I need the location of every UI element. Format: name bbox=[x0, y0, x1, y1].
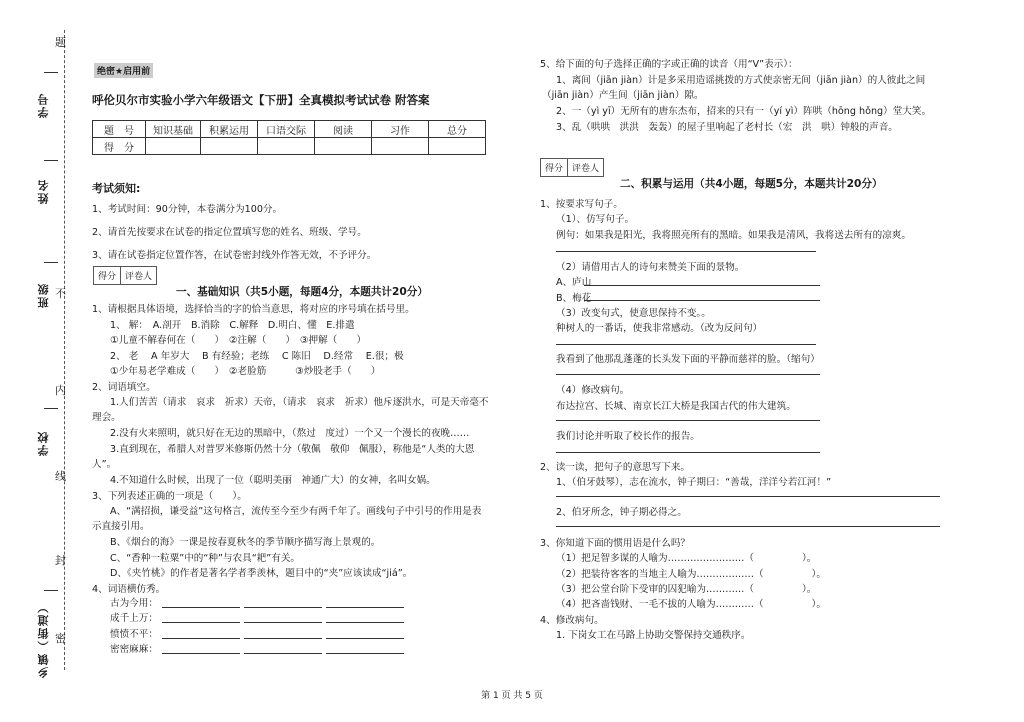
score-table-header: 总分 bbox=[429, 121, 486, 138]
grader-box-grader: 评卷人 bbox=[572, 164, 600, 174]
answer-line[interactable] bbox=[244, 653, 322, 654]
score-table-row-label: 得 分 bbox=[93, 138, 146, 155]
answer-line[interactable] bbox=[584, 300, 820, 301]
question-line: （2）请借用古人的诗句来赞美下面的景物。 bbox=[556, 262, 745, 273]
answer-line[interactable] bbox=[162, 607, 240, 608]
question-line: 4.不知道什么时候，出现了一位（聪明美丽 神通广大）的女神，名叫女娲。 bbox=[110, 475, 436, 486]
question-line: A、庐山 bbox=[556, 277, 592, 288]
instruction-item: 2、请首先按要求在试卷的指定位置填写您的姓名、班级、学号。 bbox=[92, 227, 367, 238]
binding-label: 线 bbox=[55, 470, 66, 483]
question-line: 2、词语填空。 bbox=[92, 382, 156, 393]
answer-line[interactable] bbox=[556, 526, 940, 527]
binding-fill-line bbox=[44, 408, 58, 409]
question-line: D、《夹竹桃》的作者是著名学者季羡林，题目中的“夹”应该读成“jiá”。 bbox=[110, 568, 413, 579]
question-line: B、《烟台的海》一课是按春夏秋冬的季节顺序描写海上景观的。 bbox=[110, 537, 381, 548]
binding-label: 密 bbox=[55, 632, 66, 645]
question-line: （4）把吝啬钱财、一毛不拔的人喻为…………（ ）。 bbox=[556, 599, 826, 610]
answer-line[interactable] bbox=[162, 638, 240, 639]
fill-label: 古为今用： bbox=[110, 598, 158, 609]
question-line: 示直接引用。 bbox=[92, 521, 150, 532]
question-line: 1、（伯牙鼓琴），志在流水，钟子期曰：“善哉，洋洋兮若江河！” bbox=[556, 477, 832, 488]
question-line: （4）修改病句。 bbox=[556, 385, 630, 396]
question-line: （1）把足智多谋的人喻为……………………（ ）。 bbox=[556, 553, 817, 564]
answer-line[interactable] bbox=[556, 251, 816, 252]
binding-label: 题 bbox=[55, 36, 66, 49]
question-line: 布达拉宫、长城、南京长江大桥是我国古代的伟大建筑。 bbox=[556, 401, 796, 412]
question-line: ①儿童不解春何在（ ） ②注解（ ） ③押解（ ） bbox=[110, 335, 367, 346]
page-title: 呼伦贝尔市实验小学六年级语文【下册】全真模拟考试试卷 附答案 bbox=[92, 93, 430, 107]
answer-line[interactable] bbox=[556, 452, 820, 453]
question-line: B、梅花 bbox=[556, 293, 592, 304]
question-line: 1. 下岗女工在马路上协助交警保持交通秩序。 bbox=[556, 630, 751, 641]
answer-line[interactable] bbox=[326, 622, 404, 623]
binding-fill-line bbox=[44, 262, 58, 263]
question-line: 1、 解： A.剖开 B.消除 C.解释 D.明白、懂 E.排遣 bbox=[110, 320, 355, 331]
question-line: 3、下列表述正确的一项是（ ）。 bbox=[92, 491, 247, 502]
answer-line[interactable] bbox=[326, 638, 404, 639]
question-line: 3、你知道下面的惯用语是什么吗？ bbox=[540, 538, 691, 549]
score-table-header-row bbox=[93, 121, 486, 138]
answer-line[interactable] bbox=[556, 374, 820, 375]
answer-line[interactable] bbox=[326, 607, 404, 608]
binding-dashed-line bbox=[64, 30, 65, 670]
secret-tag: 绝密★启用前 bbox=[94, 63, 153, 78]
question-line: （jiān jiàn）产生间（jiān jiàn）隙。 bbox=[542, 90, 704, 101]
binding-label: 不 bbox=[55, 287, 66, 300]
question-line: （2）把装待客客的当地主人喻为………………（ ）。 bbox=[556, 569, 826, 580]
score-table bbox=[92, 120, 486, 155]
answer-line[interactable] bbox=[162, 622, 240, 623]
grader-box-score: 得分 bbox=[94, 267, 121, 284]
binding-label: 姓名 bbox=[37, 178, 50, 204]
score-cell[interactable] bbox=[315, 138, 372, 155]
grader-box bbox=[93, 266, 157, 285]
binding-label: 学校 bbox=[37, 430, 50, 456]
question-line: 2.没有火来照明，就只好在无边的黑暗中，（熬过 度过）一个又一个漫长的夜晚…… bbox=[110, 428, 470, 439]
question-line: ①少年易老学难成（ ） ②老脸筋 ③炒股老手（ ） bbox=[110, 366, 381, 377]
section-heading: 二、积累与运用（共4小题，每题5分，本题共计20分） bbox=[620, 178, 883, 190]
question-line: 种树人的一番话，使我非常感动。（改为反问句） bbox=[556, 323, 763, 334]
fill-label: 成千上万： bbox=[110, 613, 158, 624]
binding-label: 乡镇（街道） bbox=[37, 600, 50, 678]
score-table-row bbox=[93, 138, 486, 155]
score-cell[interactable] bbox=[429, 138, 486, 155]
binding-label: 封 bbox=[55, 554, 66, 567]
answer-line[interactable] bbox=[244, 622, 322, 623]
answer-line[interactable] bbox=[244, 638, 322, 639]
question-line: （1）、仿写句子。 bbox=[556, 214, 635, 225]
question-line: 3.直到现在，希腊人对普罗米修斯仍然十分（敬佩 敬仰 佩服），称他是“人类的大恩 bbox=[110, 444, 475, 455]
question-line: C、“香种一粒粟”中的“种”与农具“耙”有关。 bbox=[110, 553, 301, 564]
score-table-header: 口语交际 bbox=[258, 121, 315, 138]
question-line: 人”。 bbox=[92, 459, 117, 470]
fill-label: 密密麻麻： bbox=[110, 644, 158, 655]
question-line: 1、请根据具体语境，选择恰当的字的恰当意思，将对应的序号填在括号里。 bbox=[92, 304, 415, 315]
answer-line[interactable] bbox=[556, 344, 816, 345]
answer-line[interactable] bbox=[162, 653, 240, 654]
question-line: 例句：如果我是阳光，我将照亮所有的黑暗。如果我是清风，我将送去所有的凉爽。 bbox=[556, 230, 911, 241]
question-line: 1、离间（jiān jiàn）计是多采用造谣挑拨的方式使亲密无间（jiān jiàn）的人彼此之间 bbox=[556, 75, 926, 86]
answer-line[interactable] bbox=[584, 285, 820, 286]
binding-fill-line bbox=[44, 72, 58, 73]
answer-line[interactable] bbox=[556, 496, 940, 497]
fill-label: 愤愤不平： bbox=[110, 629, 158, 640]
section-heading: 一、基础知识（共5小题，每题4分，本题共计20分） bbox=[176, 286, 428, 298]
binding-margin bbox=[0, 0, 74, 722]
instruction-item: 1、考试时间：90分钟，本卷满分为100分。 bbox=[92, 204, 283, 215]
grader-box-score: 得分 bbox=[541, 159, 568, 176]
question-line: 我看到了他那乱蓬蓬的长头发下面的平静而慈祥的脸。（缩句） bbox=[556, 354, 820, 365]
grader-box bbox=[540, 158, 604, 177]
score-table-header: 知识基础 bbox=[146, 121, 201, 138]
question-line: 2、伯牙所念，钟子期必得之。 bbox=[556, 507, 687, 518]
question-line: 理会。 bbox=[92, 412, 121, 423]
score-cell[interactable] bbox=[146, 138, 201, 155]
score-cell[interactable] bbox=[258, 138, 315, 155]
instructions-heading: 考试须知: bbox=[92, 182, 141, 195]
instruction-item: 3、请在试卷指定位置作答，在试卷密封线外作答无效，不予评分。 bbox=[92, 250, 377, 261]
answer-line[interactable] bbox=[326, 653, 404, 654]
binding-label: 班级 bbox=[37, 282, 50, 308]
score-cell[interactable] bbox=[201, 138, 258, 155]
score-table-header: 题 号 bbox=[93, 121, 146, 138]
question-line: A、“满招损，谦受益”这句格言，流传至今至少有两千年了。画线句子中引号的作用是表 bbox=[110, 506, 482, 517]
question-line: 我们讨论并听取了校长作的报告。 bbox=[556, 431, 700, 442]
binding-label: 内 bbox=[55, 384, 66, 397]
binding-fill-line bbox=[44, 160, 58, 161]
question-line: （3）把公堂台阶下受审的囚犯喻为…………（ ）。 bbox=[556, 584, 817, 595]
question-line: （3）改变句式，使意思保持不变。。 bbox=[556, 308, 711, 319]
binding-fill-line bbox=[44, 590, 58, 591]
question-line: 1.人们苦苦（请求 哀求 祈求）天帝，（请求 哀求 祈求）他斥逐洪水，可是天帝毫不 bbox=[110, 397, 489, 408]
question-line: 3、乱（哄哄 洪洪 轰轰）的屋子里响起了老村长（宏 洪 哄）钟般的声音。 bbox=[556, 122, 898, 133]
score-table-header: 阅读 bbox=[315, 121, 372, 138]
answer-line[interactable] bbox=[244, 607, 322, 608]
question-line: 2、读一读，把句子的意思写下来。 bbox=[540, 462, 691, 473]
question-line: 2、 老 A 年岁大 B 有经验；老练 C 陈旧 D.经常 E.很；极 bbox=[110, 351, 404, 362]
question-line: 1、按要求写句子。 bbox=[540, 199, 623, 210]
question-line: 5、给下面的句子选择正确的字或正确的读音（用“V”表示）： bbox=[540, 59, 798, 70]
score-cell[interactable] bbox=[372, 138, 429, 155]
question-line: 4、修改病句。 bbox=[540, 615, 604, 626]
score-table-header: 积累运用 bbox=[201, 121, 258, 138]
question-line: 4、词语横仿秀。 bbox=[92, 584, 166, 595]
binding-label: 学号 bbox=[37, 92, 50, 118]
answer-line[interactable] bbox=[556, 420, 820, 421]
grader-box-grader: 评卷人 bbox=[125, 272, 153, 282]
page-footer: 第 1 页 共 5 页 bbox=[481, 691, 543, 701]
score-table-header: 习作 bbox=[372, 121, 429, 138]
question-line: 2、一（yì yī）无所有的唐东杰布，招来的只有一（yí yì）阵哄（hōng hǒng）堂大笑。 bbox=[556, 106, 932, 117]
